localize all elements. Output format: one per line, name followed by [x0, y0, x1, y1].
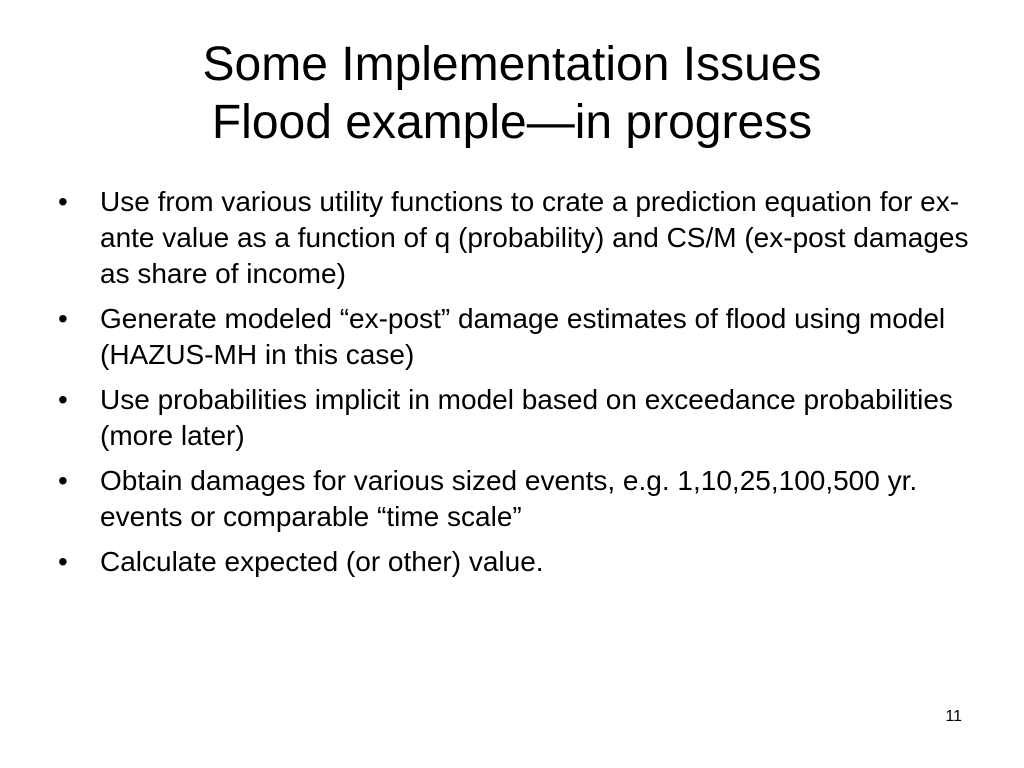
bullet-text: Use from various utility functions to crate a prediction equation for ex-ante value as a function of q (probability) and CS/M (ex-post damages as share of income): [100, 186, 969, 289]
bullet-item: [56, 463, 976, 535]
bullet-text: Generate modeled “ex-post” damage estimates of flood using model (HAZUS-MH in this case): [100, 303, 946, 370]
bullet-text: Calculate expected (or other) value.: [100, 546, 544, 577]
bullet-item: [56, 544, 976, 580]
slide-title-line-1: Some Implementation Issues: [202, 38, 822, 91]
bullet-text: Obtain damages for various sized events, e.g. 1,10,25,100,500 yr. events or comparable “time scale”: [100, 465, 918, 532]
bullet-item: [56, 382, 976, 454]
slide-title-line-2: Flood example—in progress: [211, 96, 813, 149]
bullet-item: [56, 184, 976, 292]
bullet-icon: •: [58, 186, 68, 217]
bullet-icon: •: [58, 546, 68, 577]
bullet-item: [56, 301, 976, 373]
bullet-icon: •: [58, 384, 68, 415]
bullet-text: Use probabilities implicit in model based on exceedance probabilities (more later): [100, 384, 953, 451]
bullet-icon: •: [58, 465, 68, 496]
bullet-icon: •: [58, 303, 68, 334]
page-number: 11: [945, 708, 962, 725]
bullet-list: [56, 184, 976, 589]
slide-title: [0, 36, 1024, 152]
